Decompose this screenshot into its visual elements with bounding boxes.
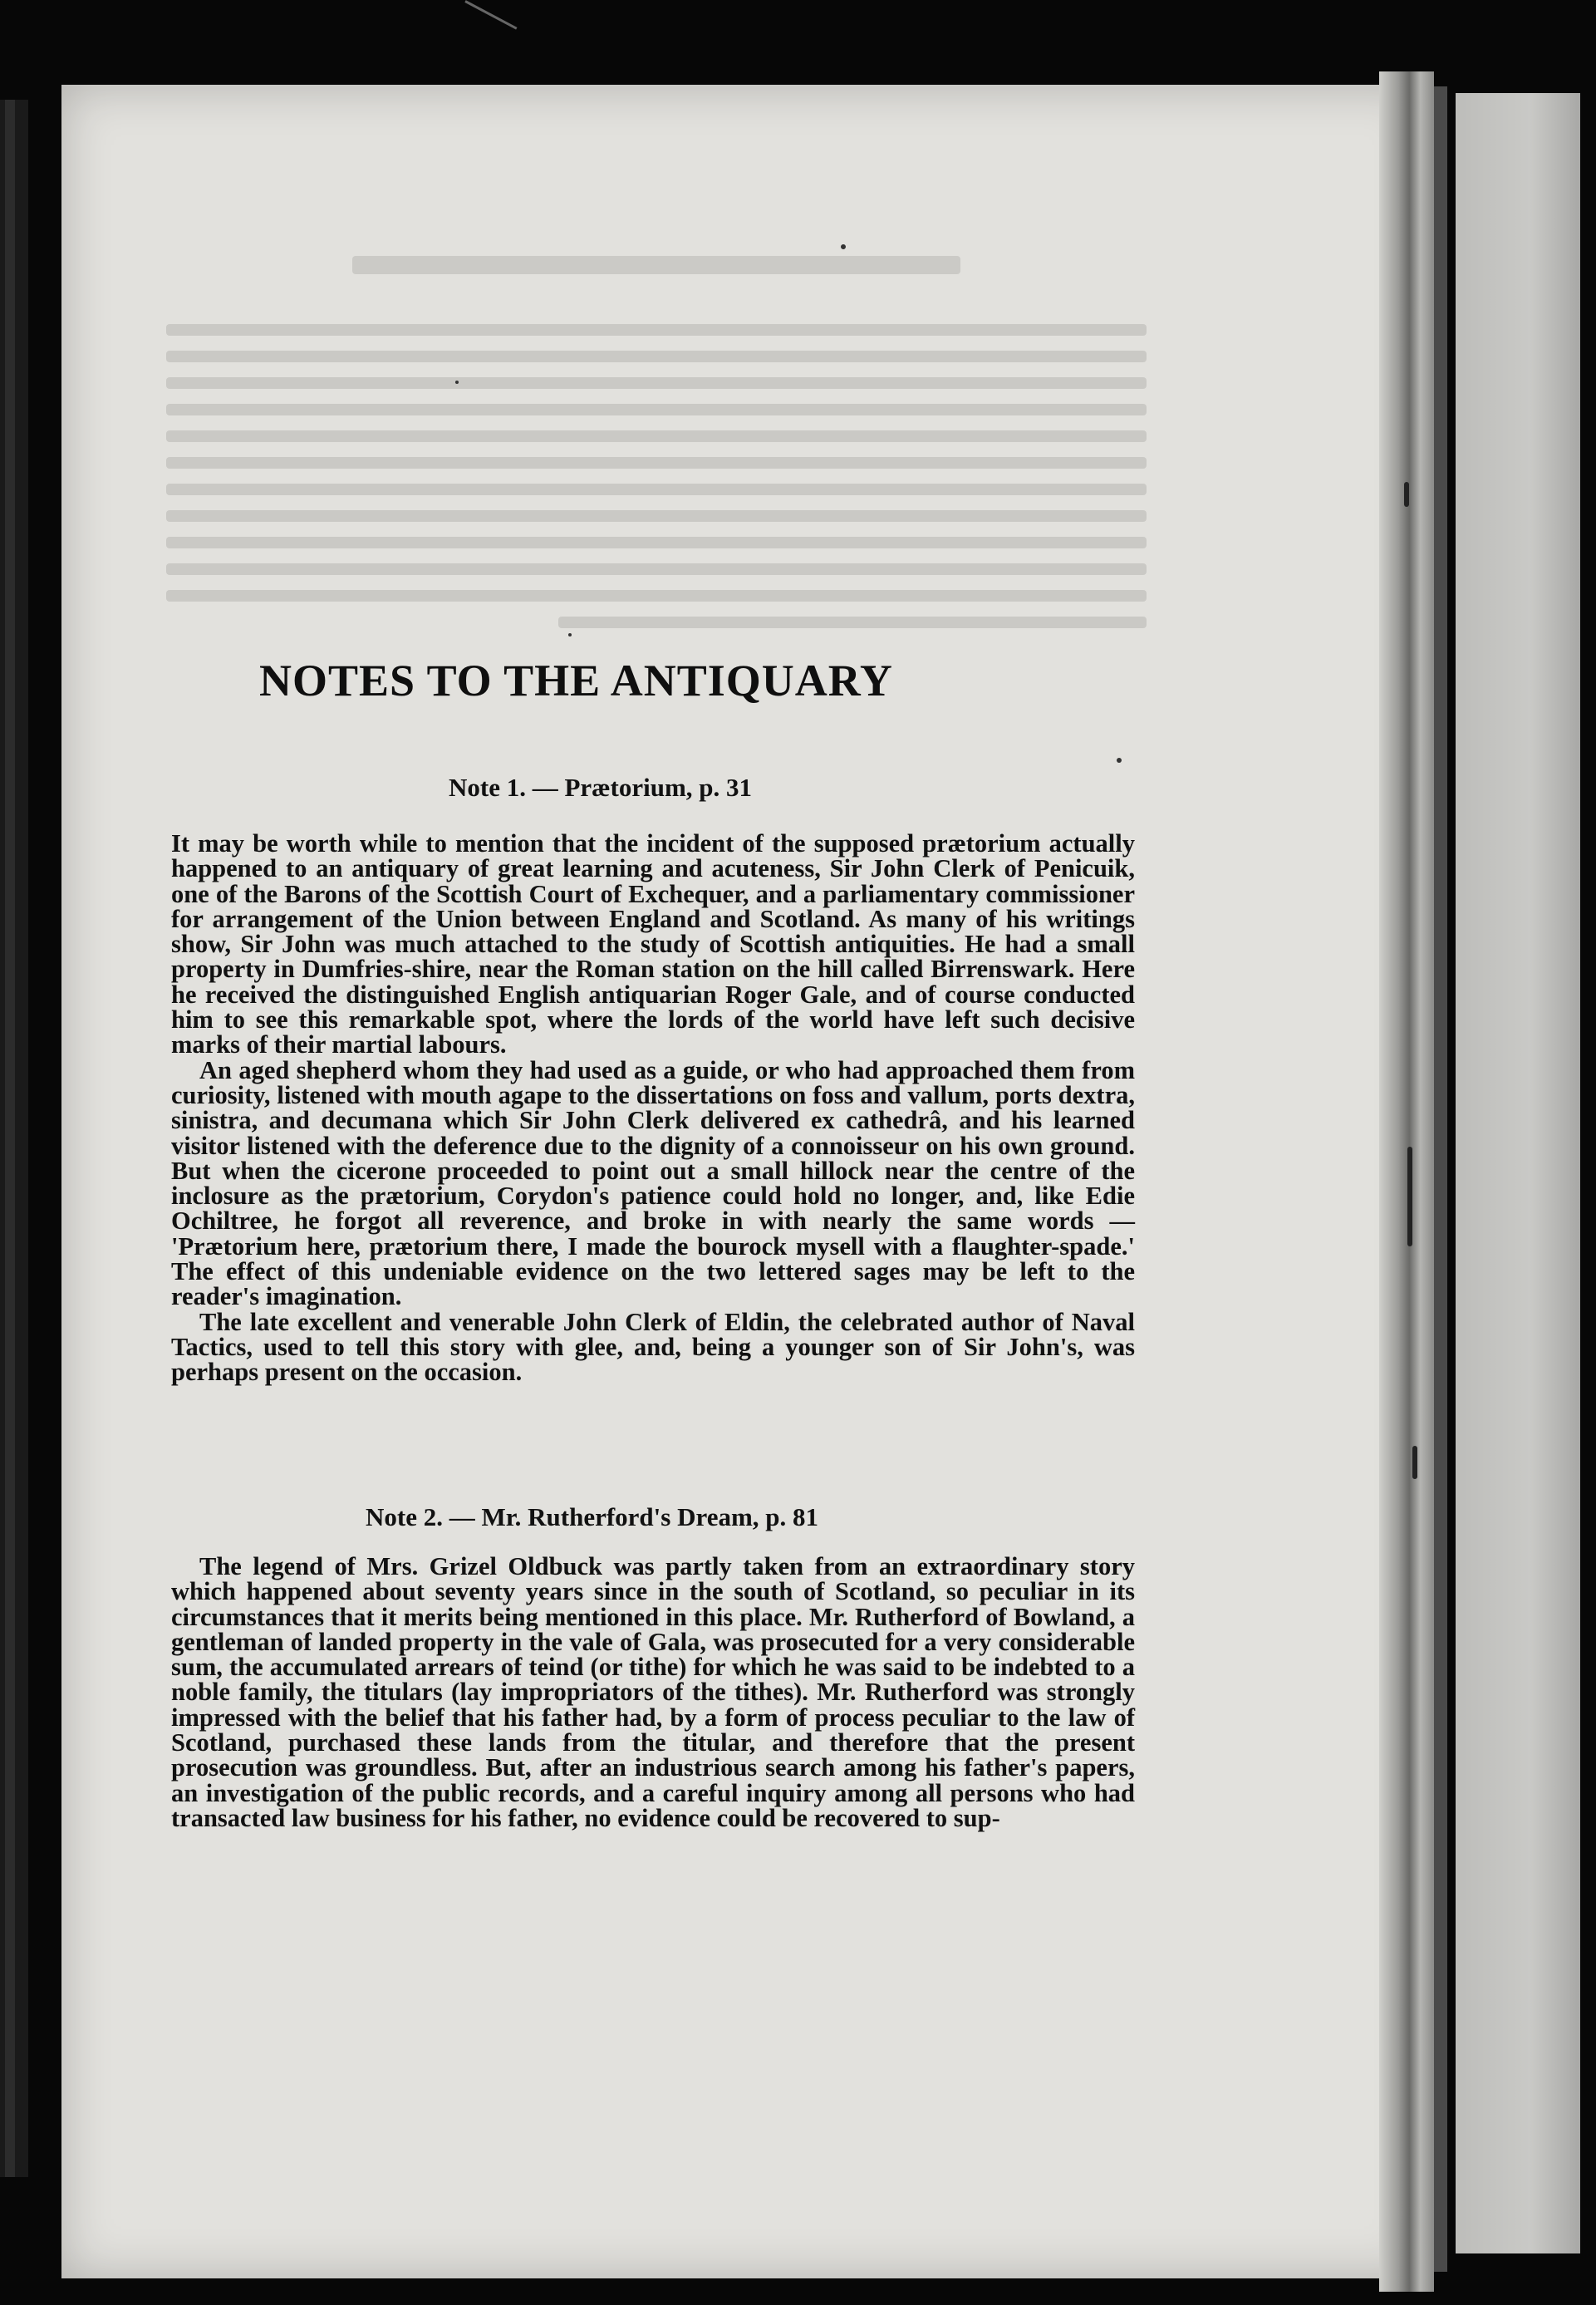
page-title: NOTES TO THE ANTIQUARY bbox=[259, 656, 893, 705]
bleed-through bbox=[166, 241, 1147, 643]
page-gutter-shadow bbox=[1434, 86, 1447, 2272]
speck bbox=[841, 244, 846, 249]
edge-mark bbox=[1404, 482, 1409, 507]
note-1-paragraph-3: The late excellent and venerable John Clerk of Eldin, the celebrated author of Naval Tactics, used to tell this story with glee, and, being a younger son of Sir John's, was perhaps present on the occasion. bbox=[171, 1307, 1135, 1387]
adjacent-page bbox=[1456, 93, 1580, 2253]
note-1-paragraph-2: An aged shepherd whom they had used as a guide, or who had approached them from curiosity, listened with mouth agape to the dissertations on foss and vallum, ports dextra, sinistra, and decumana which Sir John Clerk delivered ex cathedrâ, and his learned visitor listened with the deference due to the dignity of a connoisseur on his own ground. But when the cicerone proceeded to point out a small hillock near the centre of the inclosure as the prætorium, Corydon's patience could hold no longer, and, like Edie Ochiltree, he forgot all reverence, and broke in with nearly the same words — 'Prætorium here, prætorium there, I made the bourock mysell with a flaughter-spade.' The effect of this undeniable evidence on the two lettered sages may be left to the reader's imagination. bbox=[171, 1055, 1135, 1311]
note-2-body bbox=[171, 1554, 1135, 1831]
film-scratch bbox=[464, 0, 517, 30]
edge-mark bbox=[1407, 1147, 1412, 1246]
note-2-heading: Note 2. — Mr. Rutherford's Dream, p. 81 bbox=[366, 1502, 819, 1531]
note-1-body bbox=[171, 831, 1135, 1385]
note-1-heading: Note 1. — Prætorium, p. 31 bbox=[449, 773, 753, 802]
speck bbox=[1117, 758, 1122, 763]
speck bbox=[568, 633, 572, 636]
page-gutter-edge bbox=[1379, 71, 1434, 2292]
note-2-paragraph-1: The legend of Mrs. Grizel Oldbuck was partly taken from an extraordinary story which happened about seventy years since in the south of Scotland, so peculiar in its circumstances that it merits being mentioned in this place. Mr. Rutherford of Bowland, a gentleman of landed property in the vale of Gala, was prosecuted for a very considerable sum, the accumulated arrears of teind (or tithe) for which he was said to be indebted to a noble family, the titulars (lay impropriators of the tithes). Mr. Rutherford was strongly impressed with the belief that his father had, by a form of process peculiar to the law of Scotland, purchased these lands from the titular, and therefore that the present prosecution was groundless. But, after an industrious search among his father's papers, an investigation of the public records, and a careful inquiry among all persons who had transacted law business for his father, no evidence could be recovered to sup- bbox=[171, 1552, 1135, 1832]
note-1-paragraph-1: It may be worth while to mention that the incident of the supposed prætorium actually happened to an antiquary of great learning and acuteness, Sir John Clerk of Penicuik, one of the Barons of the Scottish Court of Exchequer, and a parliamentary commissioner for arrangement of the Union between England and Scotland. As many of his writings show, Sir John was much attached to the study of Scottish antiquities. He had a small property in Dumfries-shire, near the Roman station on the hill called Birrenswark. Here he received the distinguished English antiquarian Roger Gale, and of course conducted him to see this remarkable spot, where the lords of the world have left such decisive marks of their martial labours. bbox=[171, 829, 1135, 1059]
film-edge-left bbox=[0, 100, 28, 2177]
edge-mark bbox=[1412, 1446, 1417, 1479]
speck bbox=[455, 381, 459, 384]
